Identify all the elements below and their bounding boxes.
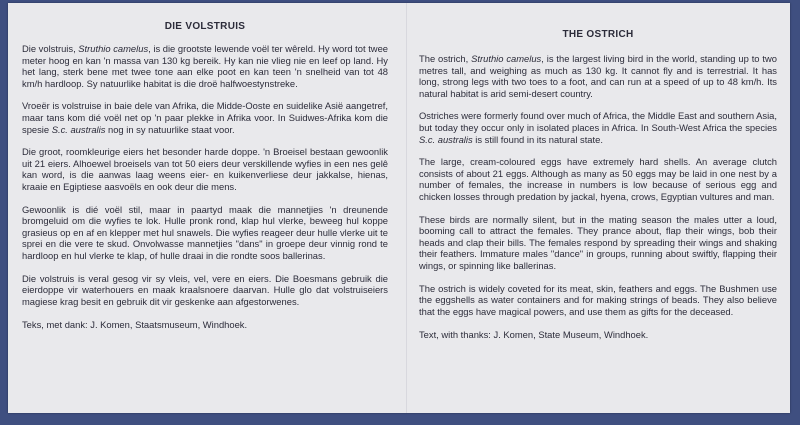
subspecies-name: S.c. australis [419, 133, 473, 145]
english-paragraph-1: The ostrich, Struthio camelus, is the largest living bird in the world, standing up to two metres tall, and weighing as much as 130 kg. It cannot fly and is terrestrial. It has long, strong legs with two toes to a foot, and can run at a speed of up to 48 km/h. Its natural habitat is arid semi-desert country. [419, 53, 777, 99]
english-paragraph-3: The large, cream-coloured eggs have extremely hard shells. An average clutch consists of about 21 eggs. Although as many as 50 eggs may be laid in one nest by a number of females, the increase in numbers is low because of serious egg and chicken losses through predation by jackal, hyena, crows, Egyptian vultures and man. [419, 156, 777, 202]
english-credit: Text, with thanks: J. Komen, State Museum, Windhoek. [419, 329, 649, 341]
afrikaans-heading: DIE VOLSTRUIS [164, 21, 246, 32]
afrikaans-paragraph-1: Die volstruis, Struthio camelus, is die grootste lewende voël ter wêreld. Hy word tot twee meter hoog en kan 'n massa van 130 kg bereik. Hy kan nie vlieg nie en leef op land. Hy het lang, sterk bene met twee tone aan elke poot en kan teen 'n snelheid van tot 48 km/h hardloop. Sy natuurlike habitat is die droë halfwoestynstreke. [22, 43, 388, 89]
english-column [419, 21, 777, 341]
column-divider [406, 3, 407, 413]
species-name: Struthio camelus [471, 53, 542, 64]
english-paragraph-5: The ostrich is widely coveted for its meat, skin, feathers and eggs. The Bushmen use the eggshells as water containers and for making strings of beads. They also believe that the eggs have magical powers, and use them as gifts for the deceased. [419, 282, 777, 317]
afrikaans-paragraph-5: Die volstruis is veral gesog vir sy vleis, vel, vere en eiers. Die Boesmans gebruik die eierdoppe vir waterhouers en maak kraalsnoere daarvan. Hulle glo dat volstruiseiers magiese krag besit en gebruik dit vir geskenke aan afgestorwenes. [22, 272, 388, 307]
afrikaans-paragraph-4: Gewoonlik is dié voël stil, maar in paartyd maak die mannetjies 'n dreunende bromgeluid om die wyfies te lok. Hulle pronk rond, klap hul vlerke, beweeg hul koppe grasieus op en af en klepper met hul snawels. Die wyfies reageer deur hulle vlerke uit te sprei en die vere te skud. Onvolwasse mannetjies "dans" in groepe deur vinnig rond te hardloop en hul vlerke te klap, of hulle draai in die rondte soos ballerinas. [22, 203, 388, 261]
species-name: Struthio camelus [78, 43, 149, 54]
afrikaans-credit: Teks, met dank: J. Komen, Staatsmuseum, Windhoek. [22, 319, 248, 331]
subspecies-name: S.c. australis [51, 123, 106, 135]
afrikaans-paragraph-3: Die groot, roomkleurige eiers het besonder harde doppe. 'n Broeisel bestaan gewoonlik uit 21 eiers. Alhoewel broeisels van tot 50 eiers deur verskillende wyfies in een nes gelê kan word, is die aanwas laag weens eier- en kuikenverliese deur jakkalse, hienas, kraaie en Egiptiese aasvoëls en ook deur die mens. [22, 146, 388, 192]
english-paragraph-4: These birds are normally silent, but in the mating season the males utter a loud, booming call to attract the females. They prance about, flap their wings, bob their heads and clap their bills. The females respond by spreading their wings and shaking their feathers. Immature males "dance" in groups, running about swiftly, flapping their wings, or spinning like ballerinas. [419, 213, 777, 271]
document-sheet [8, 3, 790, 413]
english-paragraph-2: Ostriches were formerly found over much of Africa, the Middle East and southern Asia, but today they occur only in isolated places in Africa. In South-West Africa the species S.c. australis is still found in its natural state. [419, 110, 777, 145]
afrikaans-paragraph-2: Vroeër is volstruise in baie dele van Afrika, die Midde-Ooste en suidelike Asië aangetref, maar tans kom dié voël net op 'n paar plekke in Afrika voor. In Suidwes-Afrika kom die spesie S.c. australis nog in sy natuurlike staat voor. [22, 100, 388, 135]
english-heading: THE OSTRICH [562, 29, 634, 40]
afrikaans-column [22, 21, 388, 331]
